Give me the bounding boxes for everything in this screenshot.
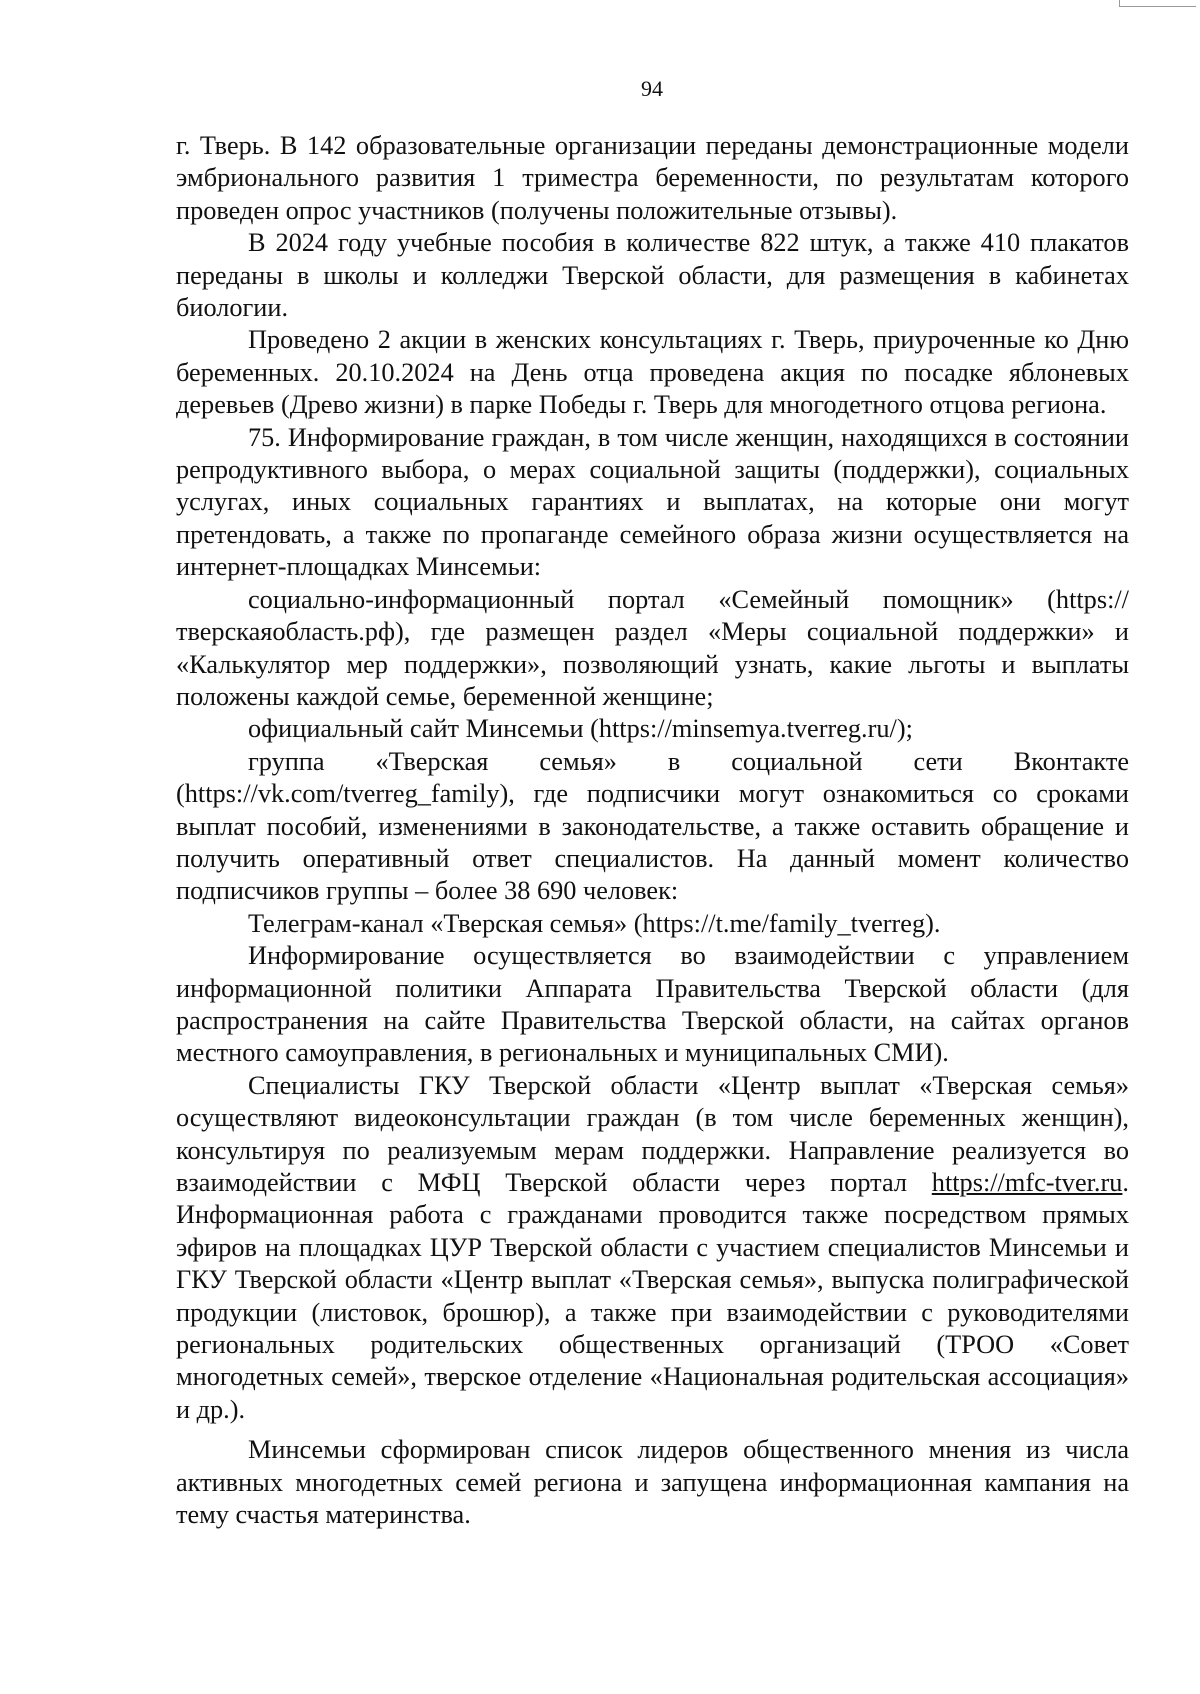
mfc-link[interactable]: https://mfc-tver.ru [931, 1168, 1123, 1197]
paragraph-continuation: г. Тверь. В 142 образовательные организации переданы демонстрационные модели эмбрионального развития 1 триместра беременности, по результатам которого проведен опрос участников (получены положительные отзывы). [176, 131, 1129, 225]
paragraph-informing: Информирование осуществляется во взаимодействии с управлением информационной политики Аппарата Правительства Тверской области (для распространения на сайте Правительства Тверской области, на сайтах органов местного самоуправления, в региональных и муниципальных СМИ). [176, 941, 1129, 1068]
specialists-text-before-link: Специалисты ГКУ Тверской области «Центр выплат «Тверская семья» осуществляют видеоконсультации граждан (в том числе беременных женщин), консультируя по реализуемым мерам поддержки. Направление реализуется во взаимодействии с МФЦ Тверской области через портал [176, 1070, 1129, 1197]
paragraph-telegram: Телеграм-канал «Тверская семья» (https://t.me/family_tverreg). [248, 908, 941, 938]
paragraph-vk-group: группа «Тверская семья» в социальной сети Вконтакте (https://vk.com/tverreg_family), где подписчики могут ознакомиться со сроками выплат пособий, изменениями в законодательстве, а также оставить обращение и получить оперативный ответ специалистов. На данный момент количество подписчиков группы – более 38 690 человек: [176, 746, 1129, 906]
paragraph-item-75: 75. Информирование граждан, в том числе женщин, находящихся в состоянии репродуктивного выбора, о мерах социальной защиты (поддержки), социальных услугах, иных социальных гарантиях и выплатах, на которые они могут претендовать, а также по пропаганде семейного образа жизни осуществляется на интернет-площадках Минсемьи: [176, 422, 1129, 582]
paragraph-actions: Проведено 2 акции в женских консультациях г. Тверь, приуроченные ко Дню беременных. 20.10.2024 на День отца проведена акция по посадке яблоневых деревьев (Древо жизни) в парке Победы г. Тверь для многодетного отцова региона. [176, 325, 1129, 420]
paragraph-opinion-leaders: Минсемьи сформирован список лидеров общественного мнения из числа активных многодетных семей региона и запущена информационная кампания на тему счастья материнства. [176, 1435, 1129, 1530]
specialists-text-after-link: . Информационная работа с гражданами проводится также посредством прямых эфиров на площадках ЦУР Тверской области с участием специалистов Минсемьи и ГКУ Тверской области «Центр выплат «Тверская семья», выпуска полиграфической продукции (листовок, брошюр), а также при взаимодействии с руководителями региональных родительских общественных организаций (ТРОО «Совет многодетных семей», тверское отделение «Национальная родительская ассоциация» и др.). [176, 1168, 1129, 1424]
paragraph-official-site: официальный сайт Минсемьи (https://minsemya.tverreg.ru/); [248, 714, 913, 744]
document-body [176, 130, 1129, 1531]
page-number: 94 [641, 76, 663, 101]
paragraph-portal: социально-информационный портал «Семейный помощник» (https://тверскаяобласть.рф), где размещен раздел «Меры социальной поддержки» и «Калькулятор мер поддержки», позволяющий узнать, какие льготы и выплаты положены каждой семье, беременной женщине; [176, 584, 1129, 711]
paragraph-posters: В 2024 году учебные пособия в количестве 822 штук, а также 410 плакатов переданы в школы и колледжи Тверской области, для размещения в кабинетах биологии. [176, 228, 1129, 323]
scan-corner-mark [1119, 0, 1196, 7]
paragraph-specialists [176, 1070, 1129, 1426]
